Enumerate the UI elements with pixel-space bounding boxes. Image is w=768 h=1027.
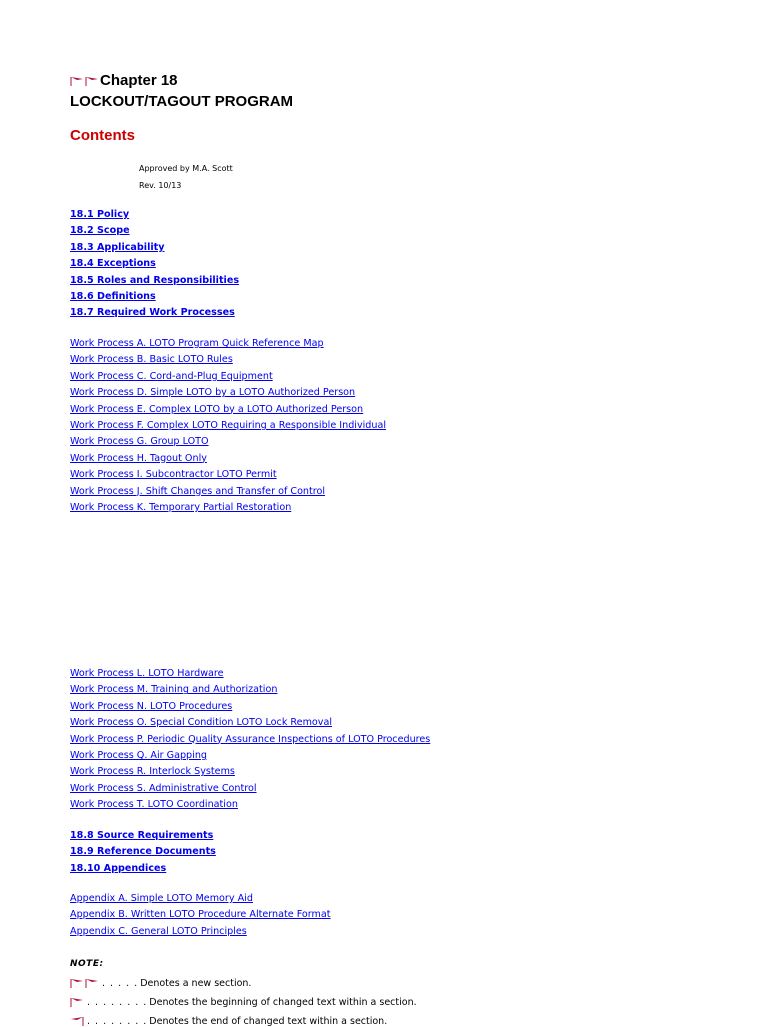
list-item (70, 781, 430, 797)
work-process-link[interactable]: Work Process R. Interlock Systems (70, 766, 235, 778)
list-item (70, 369, 386, 385)
list-item (70, 273, 239, 289)
list-item (70, 484, 386, 500)
list-item (70, 467, 386, 483)
work-process-link[interactable]: Work Process S. Administrative Control (70, 782, 257, 794)
list-item (70, 418, 386, 434)
double-flag-icon (70, 75, 100, 87)
work-process-link[interactable]: Work Process G. Group LOTO (70, 436, 209, 448)
list-item (70, 500, 386, 516)
list-item (70, 828, 216, 844)
section-link[interactable]: 18.5 Roles and Responsibilities (70, 274, 240, 286)
note-text: Denotes the beginning of changed text within a section. (149, 996, 417, 1008)
work-process-list-b (70, 666, 430, 814)
list-item (70, 764, 430, 780)
list-item (70, 336, 386, 352)
work-process-link[interactable]: Work Process T. LOTO Coordination (70, 799, 238, 811)
note-heading: NOTE: (70, 959, 104, 969)
section-link[interactable]: 18.6 Definitions (70, 290, 156, 302)
section-link[interactable]: 18.7 Required Work Processes (70, 307, 235, 319)
appendix-list (70, 891, 331, 940)
work-process-link[interactable]: Work Process A. LOTO Program Quick Reference Map (70, 338, 324, 349)
chapter-heading (70, 72, 178, 89)
work-process-link[interactable]: Work Process E. Complex LOTO by a LOTO Authorized Person (70, 403, 364, 415)
leader-dots: . . . . . (102, 977, 139, 989)
list-item (70, 748, 430, 764)
work-process-link[interactable]: Work Process I. Subcontractor LOTO Permit (70, 469, 277, 481)
revision-note: Rev. 10/13 (139, 181, 182, 190)
list-item (70, 924, 331, 940)
work-process-list-a (70, 336, 386, 516)
reverse-flag-icon (70, 1015, 85, 1027)
list-item (70, 891, 331, 907)
work-process-link[interactable]: Work Process M. Training and Authorization (70, 684, 278, 696)
list-item (70, 352, 386, 368)
work-process-link[interactable]: Work Process C. Cord-and-Plug Equipment (70, 370, 273, 382)
list-item (70, 682, 430, 698)
section-link[interactable]: 18.9 Reference Documents (70, 846, 216, 858)
work-process-link[interactable]: Work Process J. Shift Changes and Transfer of Control (70, 485, 326, 497)
approval-note: Approved by M.A. Scott (139, 164, 233, 173)
appendix-link[interactable]: Appendix B. Written LOTO Procedure Alternate Format (70, 909, 331, 921)
list-item (70, 402, 386, 418)
section-link[interactable]: 18.2 Scope (70, 225, 130, 237)
section-link[interactable]: 18.10 Appendices (70, 862, 167, 874)
leader-dots: . . . . . . . . (87, 996, 148, 1008)
work-process-link[interactable]: Work Process Q. Air Gapping (70, 749, 207, 761)
double-flag-icon (70, 977, 100, 989)
list-item (70, 240, 239, 256)
list-item (70, 844, 216, 860)
list-item (70, 207, 239, 223)
work-process-link[interactable]: Work Process B. Basic LOTO Rules (70, 354, 233, 366)
work-process-link[interactable]: Work Process N. LOTO Procedures (70, 700, 233, 712)
section-link[interactable]: 18.3 Applicability (70, 241, 165, 253)
list-item (70, 666, 430, 682)
list-item (70, 797, 430, 813)
list-item (70, 861, 216, 877)
appendix-link[interactable]: Appendix C. General LOTO Principles (70, 925, 247, 937)
leader-dots: . . . . . . . . (87, 1015, 148, 1027)
work-process-link[interactable]: Work Process K. Temporary Partial Restoration (70, 501, 292, 513)
work-process-link[interactable]: Work Process D. Simple LOTO by a LOTO Authorized Person (70, 387, 356, 399)
note-change-begin (70, 996, 417, 1008)
page-title: LOCKOUT/TAGOUT PROGRAM (70, 93, 294, 110)
list-item (70, 699, 430, 715)
main-sections-list (70, 207, 239, 322)
list-item (70, 385, 386, 401)
section-link[interactable]: 18.8 Source Requirements (70, 830, 214, 841)
chapter-number: Chapter 18 (100, 72, 178, 89)
contents-heading: Contents (70, 127, 135, 144)
section-link[interactable]: 18.4 Exceptions (70, 258, 156, 270)
list-item (70, 732, 430, 748)
end-sections-list (70, 828, 216, 877)
section-link[interactable]: 18.1 Policy (70, 209, 130, 220)
list-item (70, 451, 386, 467)
work-process-link[interactable]: Work Process H. Tagout Only (70, 452, 207, 464)
list-item (70, 434, 386, 450)
list-item (70, 715, 430, 731)
work-process-link[interactable]: Work Process O. Special Condition LOTO Lock Removal (70, 717, 333, 729)
note-text: Denotes the end of changed text within a section. (149, 1015, 388, 1027)
note-new-section (70, 977, 251, 989)
list-item (70, 223, 239, 239)
note-text: Denotes a new section. (140, 977, 252, 989)
appendix-link[interactable]: Appendix A. Simple LOTO Memory Aid (70, 893, 253, 904)
list-item (70, 289, 239, 305)
list-item (70, 305, 239, 321)
note-change-end (70, 1015, 387, 1027)
list-item (70, 256, 239, 272)
work-process-link[interactable]: Work Process F. Complex LOTO Requiring a Responsible Individual (70, 419, 387, 431)
flag-icon (70, 996, 85, 1008)
list-item (70, 907, 331, 923)
work-process-link[interactable]: Work Process P. Periodic Quality Assurance Inspections of LOTO Procedures (70, 733, 431, 745)
work-process-link[interactable]: Work Process L. LOTO Hardware (70, 668, 224, 679)
